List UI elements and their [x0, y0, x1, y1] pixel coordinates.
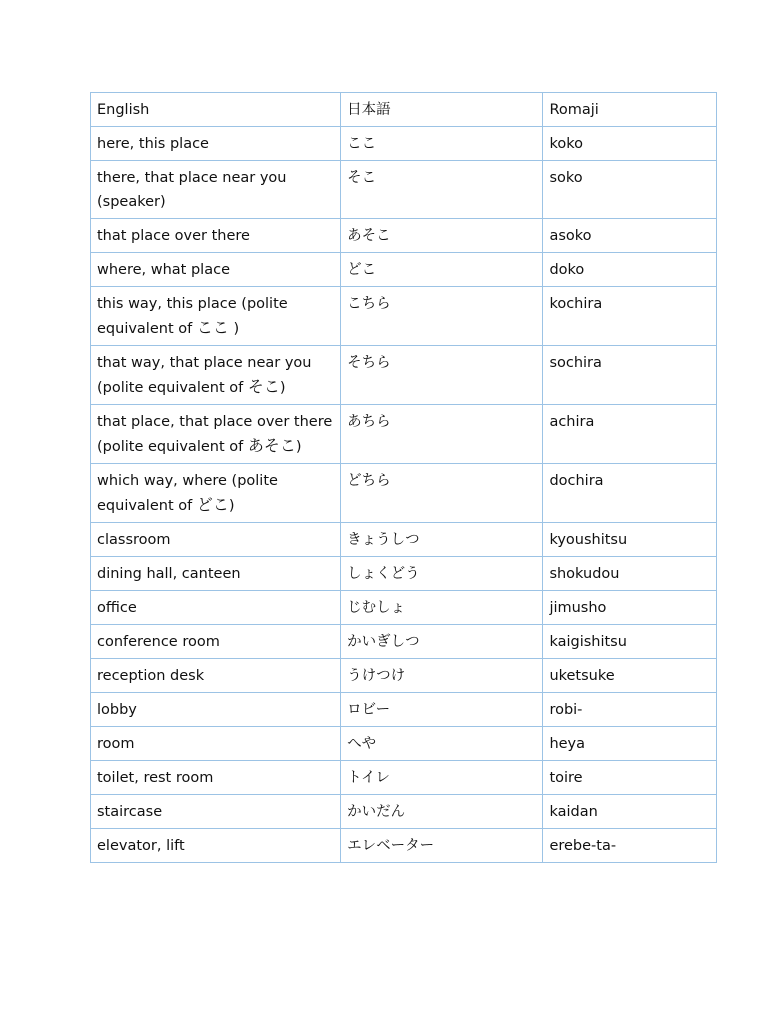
english-cell: [91, 523, 341, 557]
japanese-cell: どちら: [341, 464, 543, 523]
romaji-cell: dochira: [543, 464, 717, 523]
english-text-tail: ): [228, 321, 240, 337]
romaji-cell: toire: [543, 761, 717, 795]
english-text: room: [97, 736, 135, 752]
english-cell: [91, 219, 341, 253]
english-text: classroom: [97, 532, 171, 548]
english-cell: [91, 557, 341, 591]
japanese-cell: トイレ: [341, 761, 543, 795]
header-english: English: [91, 93, 341, 127]
table-row: [91, 795, 717, 829]
table-row: [91, 219, 717, 253]
romaji-cell: koko: [543, 127, 717, 161]
japanese-cell: かいだん: [341, 795, 543, 829]
english-text: which way, where (polite equivalent of: [97, 473, 278, 514]
english-text-tail: ): [228, 498, 235, 514]
english-cell: [91, 346, 341, 405]
japanese-cell: どこ: [341, 253, 543, 287]
english-text: there, that place near you (speaker): [97, 170, 287, 210]
japanese-cell: じむしょ: [341, 591, 543, 625]
romaji-cell: kaigishitsu: [543, 625, 717, 659]
romaji-cell: uketsuke: [543, 659, 717, 693]
english-cell: [91, 127, 341, 161]
romaji-cell: doko: [543, 253, 717, 287]
english-text: dining hall, canteen: [97, 566, 241, 582]
header-japanese: 日本語: [341, 93, 543, 127]
table-row: [91, 625, 717, 659]
japanese-cell: あそこ: [341, 219, 543, 253]
english-text: office: [97, 600, 137, 616]
english-cell: [91, 253, 341, 287]
english-text: that way, that place near you (polite equivalent of: [97, 355, 312, 396]
japanese-cell: ここ: [341, 127, 543, 161]
english-cell: [91, 693, 341, 727]
japanese-cell: こちら: [341, 287, 543, 346]
english-cell: [91, 761, 341, 795]
japanese-cell: あちら: [341, 405, 543, 464]
english-text: lobby: [97, 702, 137, 718]
english-cell: [91, 727, 341, 761]
table-row: [91, 761, 717, 795]
english-text: reception desk: [97, 668, 205, 684]
romaji-cell: jimusho: [543, 591, 717, 625]
english-cell: [91, 659, 341, 693]
english-text: that place over there: [97, 228, 250, 244]
english-text-tail: ): [295, 439, 302, 455]
english-cell: [91, 591, 341, 625]
english-inline-japanese: ここ: [196, 318, 229, 337]
header-row: [91, 93, 717, 127]
english-cell: [91, 161, 341, 219]
table-row: [91, 591, 717, 625]
romaji-cell: robi-: [543, 693, 717, 727]
table-row: [91, 464, 717, 523]
romaji-cell: heya: [543, 727, 717, 761]
table-row: [91, 659, 717, 693]
romaji-cell: sochira: [543, 346, 717, 405]
english-text: toilet, rest room: [97, 770, 214, 786]
romaji-cell: kochira: [543, 287, 717, 346]
japanese-cell: そこ: [341, 161, 543, 219]
table-row: [91, 523, 717, 557]
romaji-cell: achira: [543, 405, 717, 464]
english-inline-japanese: どこ: [196, 495, 229, 514]
english-text-tail: ): [279, 380, 286, 396]
english-cell: [91, 405, 341, 464]
romaji-cell: asoko: [543, 219, 717, 253]
table-row: [91, 829, 717, 863]
table-row: [91, 405, 717, 464]
table-row: [91, 557, 717, 591]
japanese-cell: かいぎしつ: [341, 625, 543, 659]
japanese-cell: しょくどう: [341, 557, 543, 591]
english-cell: [91, 287, 341, 346]
romaji-cell: kyoushitsu: [543, 523, 717, 557]
english-text: conference room: [97, 634, 220, 650]
vocabulary-table-body: [91, 93, 717, 863]
header-romaji: Romaji: [543, 93, 717, 127]
table-row: [91, 693, 717, 727]
english-cell: [91, 795, 341, 829]
table-row: [91, 346, 717, 405]
romaji-cell: erebe-ta-: [543, 829, 717, 863]
japanese-cell: へや: [341, 727, 543, 761]
english-text: where, what place: [97, 262, 230, 278]
english-text: staircase: [97, 804, 163, 820]
romaji-cell: soko: [543, 161, 717, 219]
english-inline-japanese: あそこ: [247, 436, 296, 455]
japanese-cell: エレベーター: [341, 829, 543, 863]
japanese-cell: そちら: [341, 346, 543, 405]
english-text: here, this place: [97, 136, 209, 152]
japanese-cell: うけつけ: [341, 659, 543, 693]
romaji-cell: kaidan: [543, 795, 717, 829]
english-inline-japanese: そこ: [247, 377, 280, 396]
english-text: elevator, lift: [97, 838, 185, 854]
table-row: [91, 727, 717, 761]
english-cell: [91, 464, 341, 523]
table-row: [91, 127, 717, 161]
english-text: this way, this place (polite equivalent of: [97, 296, 288, 337]
table-row: [91, 253, 717, 287]
romaji-cell: shokudou: [543, 557, 717, 591]
japanese-cell: きょうしつ: [341, 523, 543, 557]
japanese-cell: ロビー: [341, 693, 543, 727]
english-cell: [91, 829, 341, 863]
table-row: [91, 161, 717, 219]
english-cell: [91, 625, 341, 659]
english-text: that place, that place over there (polite equivalent of: [97, 414, 333, 455]
table-row: [91, 287, 717, 346]
vocabulary-table: [90, 92, 717, 863]
